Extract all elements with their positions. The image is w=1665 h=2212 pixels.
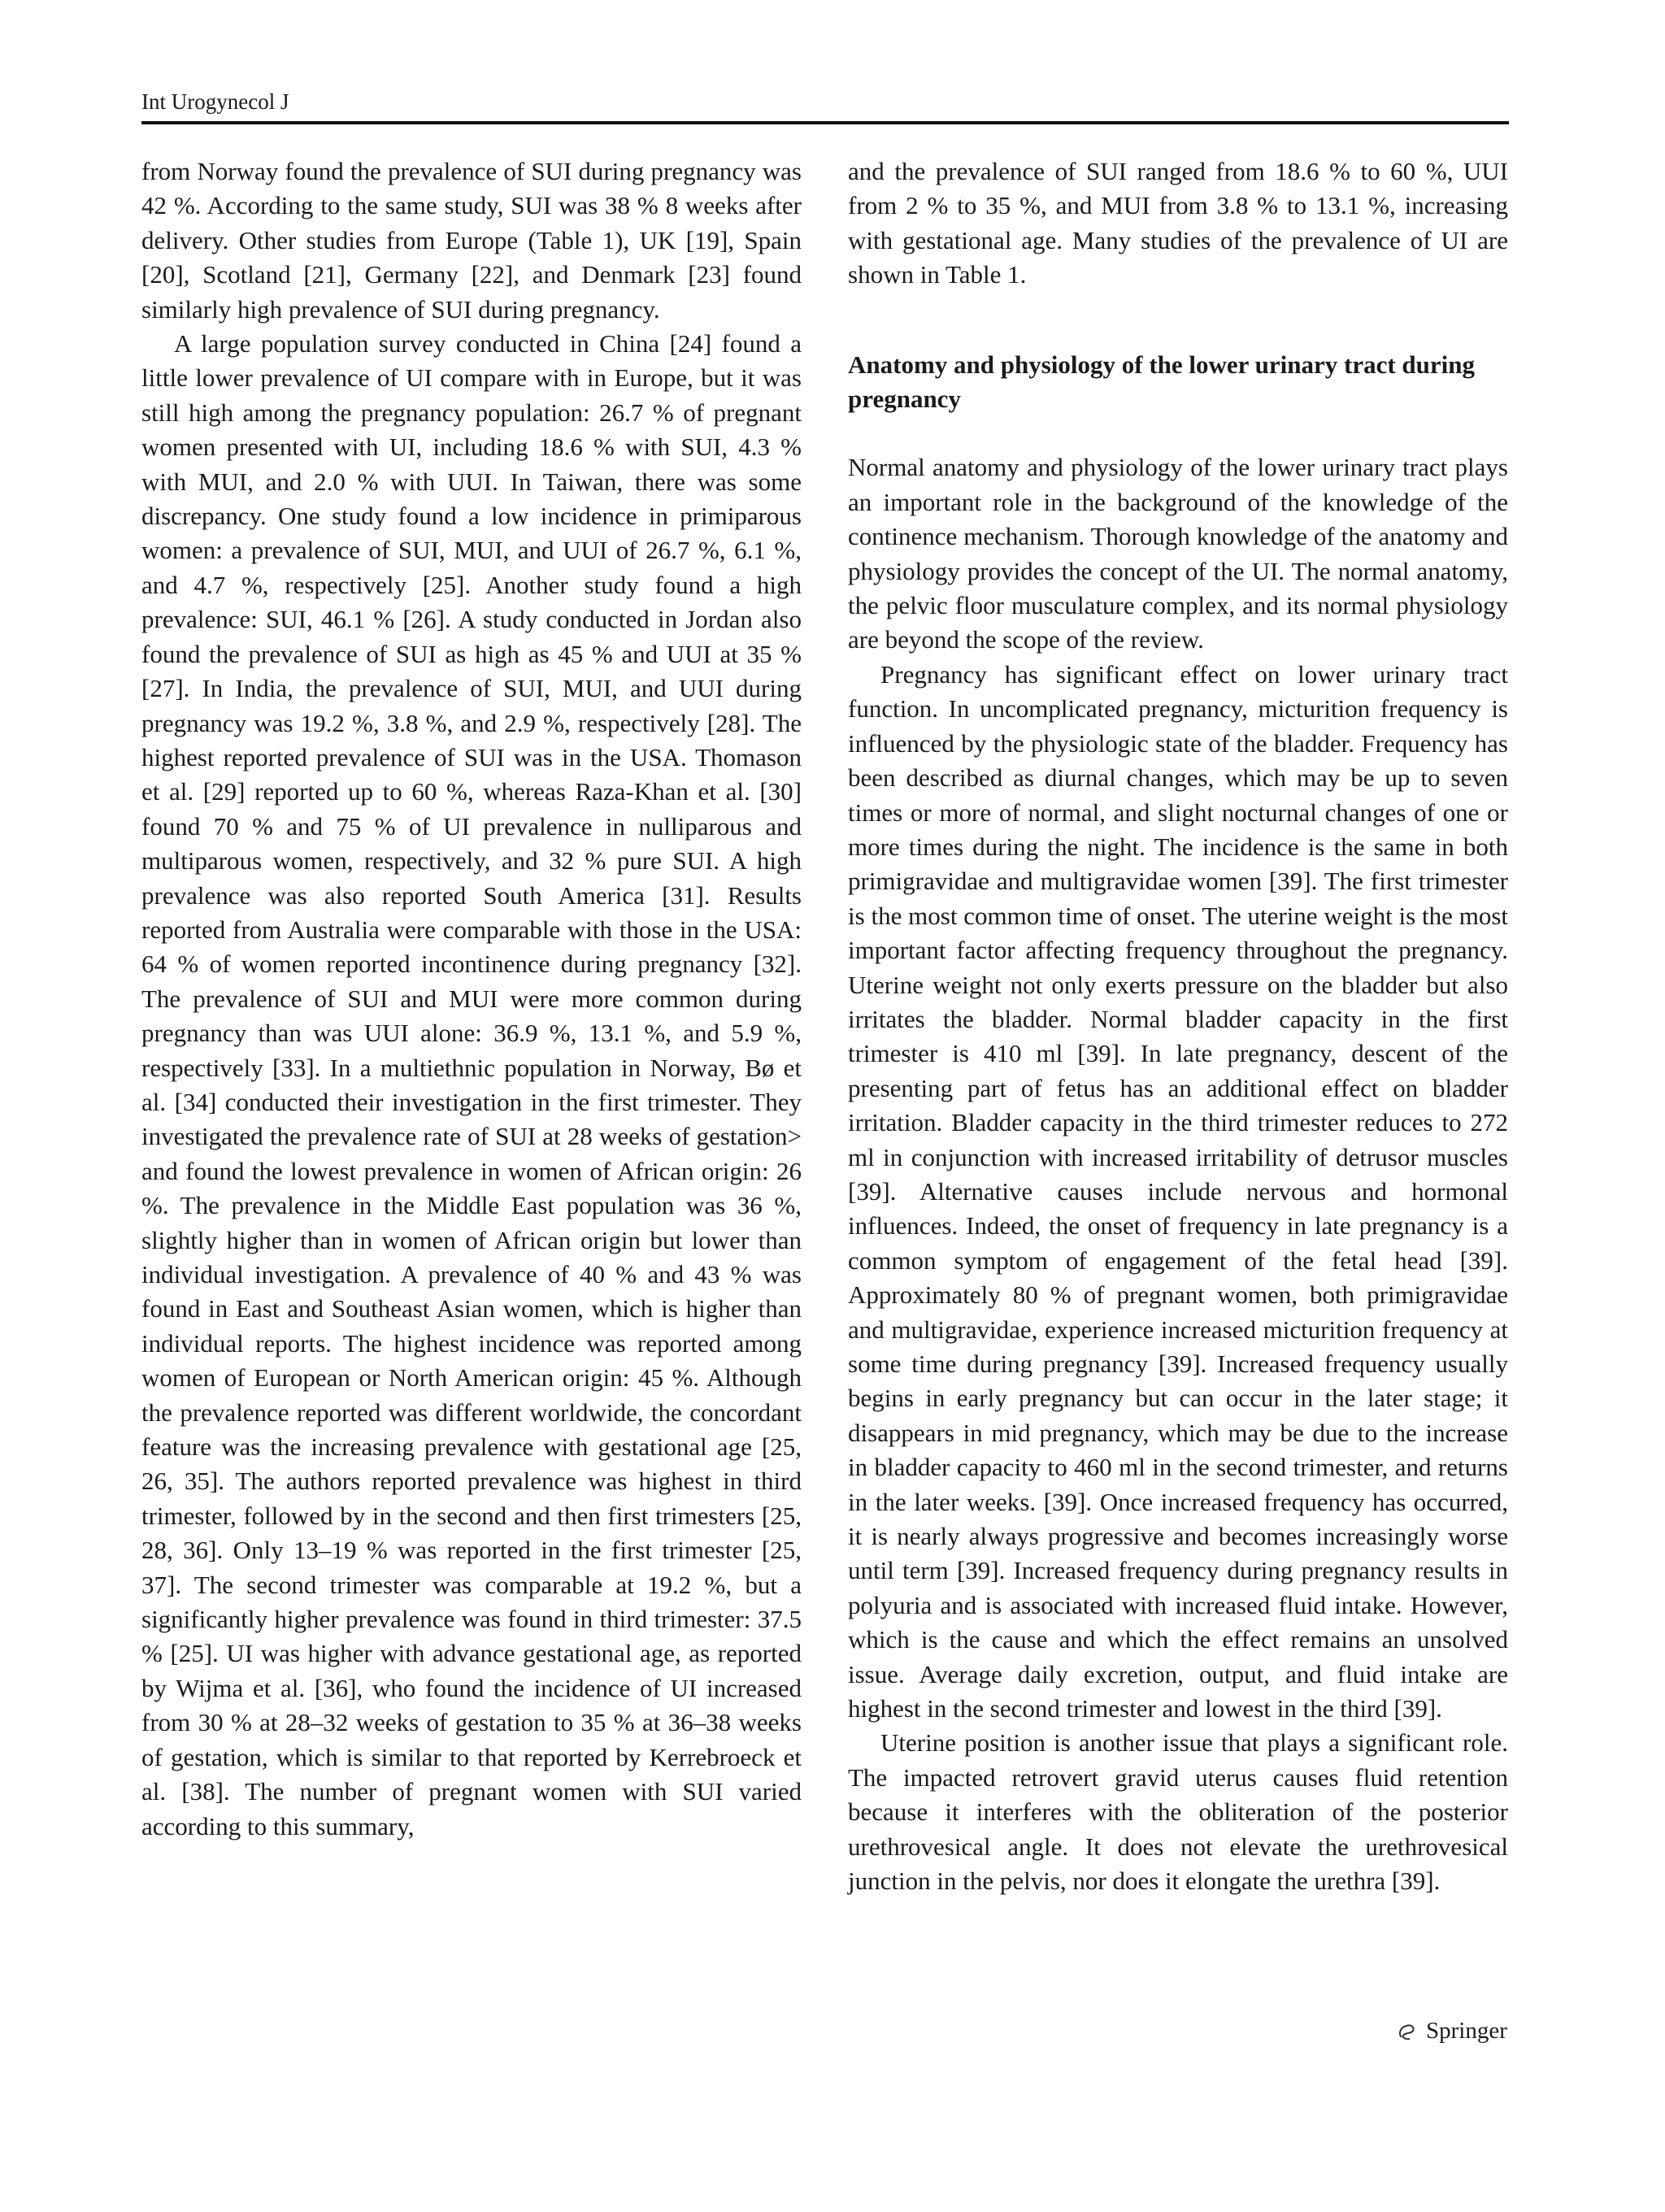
right-paragraph-1: Normal anatomy and physiology of the lower urinary tract plays an important role in the background of the knowledge of the continence mechanism. Thorough knowledge of the anatomy and physiology provides the concept of the UI. The normal anatomy, the pelvic floor musculature complex, and its normal physiology are beyond the scope of the review. (848, 453, 1508, 654)
right-paragraph-2: Pregnancy has significant effect on lower urinary tract function. In uncomplicated pregnancy, micturition frequency is influenced by the physiologic state of the bladder. Frequency has been described as diurnal changes, which may be up to seven times or more of normal, and slight nocturnal changes of one or more times during the night. The incidence is the same in both primigravidae and multigravidae women [39]. The first trimester is the most common time of onset. The uterine weight is the most important factor affecting frequency throughout the pregnancy. Uterine weight not only exerts pressure on the bladder but also irritates the bladder. Normal bladder capacity in the first trimester is 410 ml [39]. In late pregnancy, descent of the presenting part of fetus has an additional effect on bladder irritation. Bladder capacity in the third trimester reduces to 272 ml in conjunction with increased irritability of detrusor muscles [39]. Alternative causes include nervous and hormonal influences. Indeed, the onset of frequency in late pregnancy is a common symptom of engagement of the fetal head [39]. Approximately 80 % of pregnant women, both primigravidae and multigravidae, experience increased micturition frequency at some time during pregnancy [39]. Increased frequency usually begins in early pregnancy but can occur in the later stage; it disappears in mid pregnancy, which may be due to the increase in bladder capacity to 460 ml in the second trimester, and returns in the later weeks. [39]. Once increased frequency has occurred, it is nearly always progressive and becomes increasingly worse until term [39]. Increased frequency during pregnancy results in polyuria and is associated with increased fluid intake. However, which is the cause and which the effect remains an unsolved issue. Average daily excretion, output, and fluid intake are highest in the second trimester and lowest in the third [39]. (848, 659, 1508, 1723)
right-column (848, 154, 1508, 1899)
header-rule (141, 121, 1509, 124)
right-paragraph-3: Uterine position is another issue that plays a significant role. The impacted retrovert gravid uterus causes fluid retention because it interferes with the obliteration of the posterior urethrovesical angle. It does not elevate the urethrovesical junction in the pelvis, nor does it elongate the urethra [39]. (848, 1728, 1508, 1896)
right-intro-paragraph: and the prevalence of SUI ranged from 18.6 % to 60 %, UUI from 2 % to 35 %, and MUI from 3.8 % to 13.1 %, increasing with gestational age. Many studies of the prevalence of UI are shown in Table 1. (848, 157, 1508, 289)
left-paragraph-1: from Norway found the prevalence of SUI during pregnancy was 42 %. According to the same study, SUI was 38 % 8 weeks after delivery. Other studies from Europe (Table 1), UK [19], Spain [20], Scotland [21], Germany [22], and Denmark [23] found similarly high prevalence of SUI during pregnancy. (141, 157, 802, 324)
left-column (141, 154, 802, 1844)
left-paragraph-2: A large population survey conducted in China [24] found a little lower prevalence of UI compare with in Europe, but it was still high among the pregnancy population: 26.7 % of pregnant women presented with UI, including 18.6 % with SUI, 4.3 % with MUI, and 2.0 % with UUI. In Taiwan, there was some discrepancy. One study found a low incidence in primiparous women: a prevalence of SUI, MUI, and UUI of 26.7 %, 6.1 %, and 4.7 %, respectively [25]. Another study found a high prevalence: SUI, 46.1 % [26]. A study conducted in Jordan also found the prevalence of SUI as high as 45 % and UUI at 35 % [27]. In India, the prevalence of SUI, MUI, and UUI during pregnancy was 19.2 %, 3.8 %, and 2.9 %, respectively [28]. The highest reported prevalence of SUI was in the USA. Thomason et al. [29] reported up to 60 %, whereas Raza-Khan et al. [30] found 70 % and 75 % of UI prevalence in nulliparous and multiparous women, respectively, and 32 % pure SUI. A high prevalence was also reported South America [31]. Results reported from Australia were comparable with those in the USA: 64 % of women reported incontinence during pregnancy [32]. The prevalence of SUI and MUI were more common during pregnancy than was UUI alone: 36.9 %, 13.1 %, and 5.9 %, respectively [33]. In a multiethnic population in Norway, Bø et al. [34] conducted their investigation in the first trimester. They investigated the prevalence rate of SUI at 28 weeks of gestation> and found the lowest prevalence in women of African origin: 26 %. The prevalence in the Middle East population was 36 %, slightly higher than in women of African origin but lower than individual investigation. A prevalence of 40 % and 43 % was found in East and Southeast Asian women, which is higher than individual reports. The highest incidence was reported among women of European or North American origin: 45 %. Although the prevalence reported was different worldwide, the concordant feature was the increasing prevalence with gestational age [25, 26, 35]. The authors reported prevalence was highest in third trimester, followed by in the second and then first trimesters [25, 28, 36]. Only 13–19 % was reported in the first trimester [25, 37]. The second trimester was comparable at 19.2 %, but a significantly higher prevalence was found in third trimester: 37.5 % [25]. UI was higher with advance gestational age, as reported by Wijma et al. [36], who found the incidence of UI increased from 30 % at 28–32 weeks of gestation to 35 % at 36–38 weeks of gestation, which is similar to that reported by Kerrebroeck et al. [38]. The number of pregnant women with SUI varied according to this summary, (141, 329, 802, 1840)
springer-logo-icon (1395, 2019, 1419, 2044)
journal-header: Int Urogynecol J (141, 89, 289, 114)
section-heading: Anatomy and physiology of the lower urinary tract during pregnancy (848, 350, 1476, 414)
publisher-footer (1395, 2018, 1507, 2045)
publisher-name: Springer (1426, 2018, 1507, 2044)
